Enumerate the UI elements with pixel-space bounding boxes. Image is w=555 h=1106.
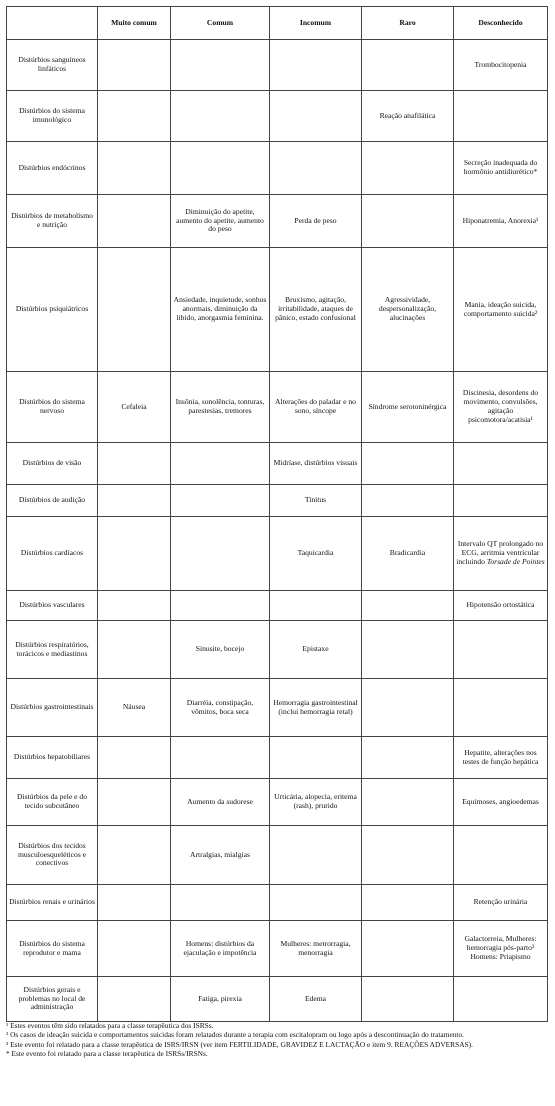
system-organ-class-cell: Distúrbios de visão: [7, 443, 98, 485]
table-row: [7, 591, 548, 621]
cell-muito-comum: [98, 737, 171, 779]
table-row: [7, 40, 548, 91]
table-row: [7, 485, 548, 517]
cell-raro: [362, 485, 454, 517]
cell-incomum: Epistaxe: [270, 621, 362, 679]
system-organ-class-cell: Distúrbios vasculares: [7, 591, 98, 621]
cell-incomum: [270, 885, 362, 921]
system-organ-class-cell: Distúrbios renais e urinários: [7, 885, 98, 921]
cell-comum: [171, 737, 270, 779]
cell-incomum: Perda de peso: [270, 195, 362, 248]
footnote-4: * Este evento foi relatado para a classe terapêutica de ISRSs/IRSNs.: [6, 1049, 208, 1059]
cell-desconhecido: Equimoses, angioedemas: [454, 779, 548, 826]
cell-desconhecido: [454, 485, 548, 517]
table-row: [7, 517, 548, 591]
cell-comum: [171, 91, 270, 142]
table-row: [7, 248, 548, 372]
system-organ-class-cell: Distúrbios do sistema nervoso: [7, 372, 98, 443]
cell-comum: [171, 142, 270, 195]
table-row: [7, 372, 548, 443]
header-muito-comum: Muito comum: [98, 7, 171, 40]
italic-term: Torsade de Pointes: [486, 556, 545, 566]
table-row: [7, 142, 548, 195]
cell-muito-comum: [98, 485, 171, 517]
header-raro: Raro: [362, 7, 454, 40]
table-row: [7, 885, 548, 921]
cell-comum: [171, 591, 270, 621]
cell-incomum: Edema: [270, 977, 362, 1022]
table-row: [7, 443, 548, 485]
system-organ-class-cell: Distúrbios do sistema imunológico: [7, 91, 98, 142]
header-desconhecido: Desconhecido: [454, 7, 548, 40]
adverse-reactions-table: [6, 6, 548, 1022]
cell-incomum: [270, 142, 362, 195]
cell-incomum: Taquicardia: [270, 517, 362, 591]
cell-incomum: Hemorragia gastrointestinal (inclui hemorragia retal): [270, 679, 362, 737]
cell-desconhecido: [454, 826, 548, 885]
table-row: [7, 621, 548, 679]
cell-incomum: Midríase, distúrbios visuais: [270, 443, 362, 485]
cell-muito-comum: [98, 826, 171, 885]
footnote-2: ² Os casos de ideação suicida e comportamentos suicidas foram relatados durante a terapia com escitalopram ou logo após a descontinuação do tratamento.: [6, 1030, 465, 1040]
cell-incomum: [270, 591, 362, 621]
cell-raro: Reação anafilática: [362, 91, 454, 142]
cell-desconhecido: Mania, ideação suicida, comportamento suicida²: [454, 248, 548, 372]
cell-incomum: [270, 91, 362, 142]
table-row: [7, 779, 548, 826]
system-organ-class-cell: Distúrbios endócrinos: [7, 142, 98, 195]
cell-incomum: Alterações do paladar e no sono, síncope: [270, 372, 362, 443]
cell-muito-comum: [98, 91, 171, 142]
table-row: [7, 977, 548, 1022]
cell-muito-comum: [98, 40, 171, 91]
cell-desconhecido: Hiponatremia, Anorexia¹: [454, 195, 548, 248]
cell-raro: [362, 679, 454, 737]
cell-comum: Fatiga, pirexia: [171, 977, 270, 1022]
cell-incomum: [270, 737, 362, 779]
cell-desconhecido: Discinesia, desordens do movimento, convulsões, agitação psicomotora/acatisia¹: [454, 372, 548, 443]
table-row: [7, 195, 548, 248]
cell-muito-comum: [98, 779, 171, 826]
cell-muito-comum: [98, 621, 171, 679]
cell-comum: Diarréia, constipação, vômitos, boca seca: [171, 679, 270, 737]
cell-muito-comum: [98, 921, 171, 977]
cell-raro: [362, 977, 454, 1022]
cell-comum: [171, 485, 270, 517]
cell-muito-comum: [98, 142, 171, 195]
cell-desconhecido: Trombocitopenia: [454, 40, 548, 91]
cell-incomum: [270, 40, 362, 91]
cell-desconhecido: [454, 679, 548, 737]
header-empty: [7, 7, 98, 40]
cell-muito-comum: [98, 195, 171, 248]
table-row: [7, 91, 548, 142]
cell-muito-comum: [98, 248, 171, 372]
cell-raro: [362, 779, 454, 826]
system-organ-class-cell: Distúrbios gerais e problemas no local de administração: [7, 977, 98, 1022]
cell-desconhecido: Hipotensão ortostática: [454, 591, 548, 621]
cell-raro: [362, 921, 454, 977]
cell-muito-comum: Cefaleia: [98, 372, 171, 443]
document-page: [6, 6, 547, 1022]
cell-raro: [362, 195, 454, 248]
cell-raro: [362, 621, 454, 679]
table-body: [7, 40, 548, 1022]
table-row: [7, 679, 548, 737]
system-organ-class-cell: Distúrbios dos tecidos musculoesqueléticos e conectivos: [7, 826, 98, 885]
cell-comum: [171, 40, 270, 91]
cell-desconhecido: [454, 977, 548, 1022]
cell-muito-comum: [98, 591, 171, 621]
table-row: [7, 826, 548, 885]
cell-raro: [362, 40, 454, 91]
cell-raro: [362, 591, 454, 621]
system-organ-class-cell: Distúrbios cardíacos: [7, 517, 98, 591]
cell-desconhecido: Galactorreia, Mulheres: hemorragia pós-parto³ Homens: Priapismo: [454, 921, 548, 977]
cell-comum: Ansiedade, inquietude, sonhos anormais, diminuição da libido, anorgasmia feminina.: [171, 248, 270, 372]
system-organ-class-cell: Distúrbios de metabolismo e nutrição: [7, 195, 98, 248]
cell-muito-comum: [98, 977, 171, 1022]
cell-desconhecido: [454, 443, 548, 485]
cell-raro: [362, 885, 454, 921]
cell-incomum: Mulheres: metrorragia, menorragia: [270, 921, 362, 977]
cell-desconhecido: [454, 621, 548, 679]
cell-muito-comum: [98, 885, 171, 921]
table-row: [7, 737, 548, 779]
footnote-1: ¹ Estes eventos têm sido relatados para a classe terapêutica dos ISRSs.: [6, 1021, 214, 1030]
cell-raro: Agressividade, despersonalização, alucinações: [362, 248, 454, 372]
cell-desconhecido: Intervalo QT prolongado no ECG, arritmia ventricular incluindo Torsade de Pointes: [454, 517, 548, 591]
cell-incomum: Urticária, alopecia, eritema (rash), prurido: [270, 779, 362, 826]
cell-comum: [171, 885, 270, 921]
cell-raro: [362, 737, 454, 779]
cell-comum: [171, 517, 270, 591]
system-organ-class-cell: Distúrbios gastrointestinais: [7, 679, 98, 737]
cell-raro: [362, 443, 454, 485]
cell-raro: Síndrome serotoninérgica: [362, 372, 454, 443]
system-organ-class-cell: Distúrbios da pele e do tecido subcutâneo: [7, 779, 98, 826]
cell-muito-comum: Náusea: [98, 679, 171, 737]
cell-incomum: Bruxismo, agitação, irritabilidade, ataques de pânico, estado confusional: [270, 248, 362, 372]
table-row: [7, 921, 548, 977]
cell-muito-comum: [98, 517, 171, 591]
header-comum: Comum: [171, 7, 270, 40]
cell-desconhecido: [454, 91, 548, 142]
system-organ-class-cell: Distúrbios sanguíneos linfáticos: [7, 40, 98, 91]
cell-incomum: [270, 826, 362, 885]
cell-raro: [362, 826, 454, 885]
system-organ-class-cell: Distúrbios de audição: [7, 485, 98, 517]
system-organ-class-cell: Distúrbios do sistema reprodutor e mama: [7, 921, 98, 977]
system-organ-class-cell: Distúrbios respiratórios, torácicos e mediastinos: [7, 621, 98, 679]
cell-comum: Insônia, sonolência, tonturas, parestesias, tremores: [171, 372, 270, 443]
table-header-row: [7, 7, 548, 40]
cell-desconhecido: Retenção urinária: [454, 885, 548, 921]
cell-muito-comum: [98, 443, 171, 485]
cell-desconhecido: Secreção inadequada do hormônio antidiurético*: [454, 142, 548, 195]
cell-desconhecido: Hepatite, alterações nos testes de função hepática: [454, 737, 548, 779]
system-organ-class-cell: Distúrbios psiquiátricos: [7, 248, 98, 372]
cell-comum: Homens: distúrbios da ejaculação e impotência: [171, 921, 270, 977]
system-organ-class-cell: Distúrbios hepatobiliares: [7, 737, 98, 779]
footnotes: [6, 1021, 547, 1059]
cell-incomum: Tinitus: [270, 485, 362, 517]
cell-comum: Aumento da sudorese: [171, 779, 270, 826]
cell-comum: [171, 443, 270, 485]
cell-comum: Diminuição do apetite, aumento do apetite, aumento do peso: [171, 195, 270, 248]
cell-raro: [362, 142, 454, 195]
header-incomum: Incomum: [270, 7, 362, 40]
cell-raro: Bradicardia: [362, 517, 454, 591]
footnote-3: ³ Este evento foi relatado para a classe terapêutica de ISRS/IRSN (ver item FERTILIDADE, GRAVIDEZ E LACTAÇÃO e item 9. REAÇÕES ADVERSAS).: [6, 1039, 473, 1049]
cell-comum: Artralgias, mialgias: [171, 826, 270, 885]
cell-comum: Sinusite, bocejo: [171, 621, 270, 679]
